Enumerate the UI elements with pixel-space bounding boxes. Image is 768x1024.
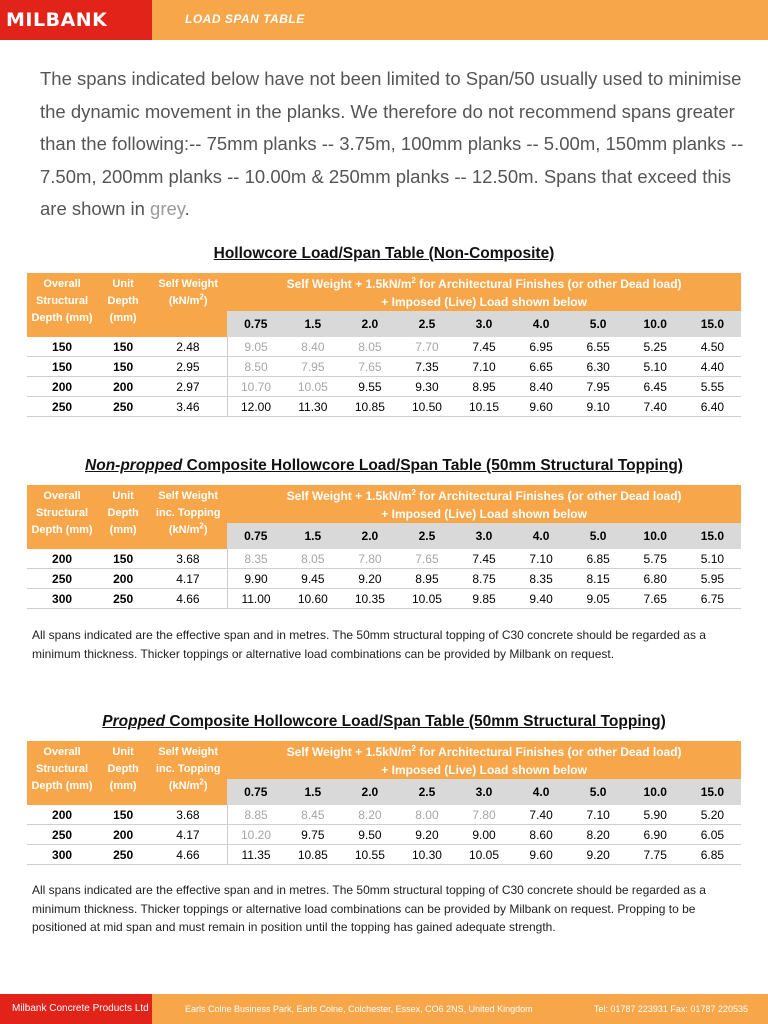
- table2: [27, 485, 741, 609]
- table1: [27, 273, 741, 417]
- col-header-overall: Overall Structural Depth (mm): [27, 273, 97, 337]
- cell-span: 8.05: [341, 337, 398, 357]
- cell-span: 10.05: [398, 589, 455, 609]
- load-column-header: 4.0: [513, 779, 570, 805]
- cell-span: 12.00: [227, 397, 284, 417]
- table2-title: [0, 457, 768, 475]
- cell-span: 11.35: [227, 845, 284, 865]
- cell-span: 7.75: [627, 845, 684, 865]
- cell-span: 6.80: [627, 569, 684, 589]
- load-column-header: 0.75: [227, 779, 284, 805]
- cell-span: 7.70: [398, 337, 455, 357]
- cell-span: 6.75: [684, 589, 741, 609]
- cell-span: 10.50: [398, 397, 455, 417]
- cell-unit-depth: 200: [97, 569, 149, 589]
- load-column-header: 10.0: [627, 311, 684, 337]
- cell-unit-depth: 250: [97, 397, 149, 417]
- cell-span: 9.60: [513, 845, 570, 865]
- cell-span: 6.05: [684, 825, 741, 845]
- cell-self-weight: 3.46: [149, 397, 227, 417]
- cell-span: 9.00: [455, 825, 512, 845]
- cell-span: 10.85: [341, 397, 398, 417]
- cell-span: 6.85: [570, 549, 627, 569]
- table3-title-em: Propped: [102, 713, 166, 730]
- cell-span: 8.75: [455, 569, 512, 589]
- cell-span: 7.65: [398, 549, 455, 569]
- load-header: Self Weight + $1.5kN/m^2$ for Architectural Finishes (or other Dead load) + Imposed (Live) Load shown below: [227, 741, 741, 779]
- cell-span: 7.45: [455, 337, 512, 357]
- table2-title-rest: Composite Hollowcore Load/Span Table (50mm Structural Topping): [182, 457, 683, 474]
- table-row: [27, 337, 741, 357]
- cell-overall-depth: 200: [27, 549, 97, 569]
- table3: [27, 741, 741, 865]
- cell-span: 7.45: [455, 549, 512, 569]
- footer-company: Milbank Concrete Products Ltd: [0, 994, 152, 1024]
- cell-span: 9.55: [341, 377, 398, 397]
- cell-unit-depth: 150: [97, 357, 149, 377]
- cell-span: 9.30: [398, 377, 455, 397]
- cell-span: 10.15: [455, 397, 512, 417]
- load-column-header: 4.0: [513, 523, 570, 549]
- table1-title: [0, 245, 768, 263]
- table-row: [27, 805, 741, 825]
- load-column-header: 15.0: [684, 779, 741, 805]
- page-header: [0, 0, 768, 40]
- cell-span: 8.60: [513, 825, 570, 845]
- cell-span: 6.90: [627, 825, 684, 845]
- cell-span: 8.95: [398, 569, 455, 589]
- cell-span: 4.40: [684, 357, 741, 377]
- cell-overall-depth: 200: [27, 377, 97, 397]
- load-column-header: 5.0: [570, 311, 627, 337]
- table-row: [27, 825, 741, 845]
- cell-span: 7.80: [455, 805, 512, 825]
- load-column-header: 2.0: [341, 523, 398, 549]
- col-header-self-weight: Self Weight inc. Topping $(kN/m^2)$: [149, 741, 227, 805]
- cell-unit-depth: 200: [97, 377, 149, 397]
- cell-self-weight: 2.95: [149, 357, 227, 377]
- load-column-header: 3.0: [455, 779, 512, 805]
- table-row: [27, 377, 741, 397]
- table-row: [27, 589, 741, 609]
- load-column-header: 2.0: [341, 311, 398, 337]
- cell-span: 11.00: [227, 589, 284, 609]
- cell-span: 7.95: [570, 377, 627, 397]
- cell-overall-depth: 250: [27, 397, 97, 417]
- cell-span: 8.15: [570, 569, 627, 589]
- col-header-self-weight: Self Weight $(kN/m^2)$: [149, 273, 227, 337]
- cell-self-weight: 4.66: [149, 589, 227, 609]
- cell-span: 8.85: [227, 805, 284, 825]
- intro-text: The spans indicated below have not been limited to Span/50 usually used to minimise the dynamic movement in the planks. We therefore do not recommend spans greater than the following:-- 75mm planks -- 3.75m, 100mm planks -- 5.00m, 150mm planks -- 7.50m, 200mm planks -- 10.00m & 250mm planks -- 12.50m. Spans that exceed this are shown in: [40, 68, 744, 219]
- cell-span: 10.70: [227, 377, 284, 397]
- table2-title-em: Non-propped: [85, 457, 183, 474]
- cell-span: 10.05: [455, 845, 512, 865]
- cell-span: 8.45: [284, 805, 341, 825]
- cell-overall-depth: 200: [27, 805, 97, 825]
- intro-paragraph: [40, 63, 750, 226]
- cell-span: 5.95: [684, 569, 741, 589]
- cell-span: 9.20: [341, 569, 398, 589]
- load-column-header: 2.0: [341, 779, 398, 805]
- table3-note: All spans indicated are the effective span and in metres. The 50mm structural topping of C30 concrete should be regarded as a minimum thickness. Thicker toppings or alternative load combinations can be provided by Milbank on request. Propping to be positioned at mid span and must remain in position until the topping has gained adequate strength.: [32, 883, 706, 934]
- cell-span: 9.85: [455, 589, 512, 609]
- table-row: [27, 569, 741, 589]
- header-title: LOAD SPAN TABLE: [185, 12, 305, 26]
- milbank-logo: MILBANK: [6, 9, 108, 31]
- cell-overall-depth: 250: [27, 825, 97, 845]
- cell-span: 9.45: [284, 569, 341, 589]
- cell-span: 5.90: [627, 805, 684, 825]
- cell-self-weight: 4.17: [149, 569, 227, 589]
- cell-span: 7.80: [341, 549, 398, 569]
- load-column-header: 1.5: [284, 523, 341, 549]
- cell-span: 8.20: [341, 805, 398, 825]
- cell-span: 9.50: [341, 825, 398, 845]
- load-column-header: 1.5: [284, 311, 341, 337]
- footer-contact: Tel: 01787 223931 Fax: 01787 220535: [593, 1004, 748, 1014]
- cell-span: 6.30: [570, 357, 627, 377]
- cell-span: 9.40: [513, 589, 570, 609]
- cell-unit-depth: 200: [97, 825, 149, 845]
- load-column-header: 5.0: [570, 779, 627, 805]
- load-column-header: 0.75: [227, 311, 284, 337]
- cell-self-weight: 3.68: [149, 549, 227, 569]
- cell-span: 9.60: [513, 397, 570, 417]
- cell-span: 6.65: [513, 357, 570, 377]
- cell-self-weight: 2.48: [149, 337, 227, 357]
- load-column-header: 3.0: [455, 311, 512, 337]
- col-header-overall: Overall Structural Depth (mm): [27, 485, 97, 549]
- cell-span: 9.20: [398, 825, 455, 845]
- cell-span: 10.55: [341, 845, 398, 865]
- cell-span: 7.10: [455, 357, 512, 377]
- load-column-header: 4.0: [513, 311, 570, 337]
- cell-overall-depth: 250: [27, 569, 97, 589]
- footer-address: Earls Colne Business Park, Earls Colne, Colchester, Essex, CO6 2NS, United Kingdom: [185, 1004, 533, 1014]
- cell-span: 6.40: [684, 397, 741, 417]
- cell-span: 5.10: [684, 549, 741, 569]
- table-row: [27, 549, 741, 569]
- cell-self-weight: 2.97: [149, 377, 227, 397]
- page-footer: [0, 994, 768, 1024]
- cell-span: 8.40: [284, 337, 341, 357]
- cell-span: 8.35: [513, 569, 570, 589]
- cell-span: 8.00: [398, 805, 455, 825]
- cell-unit-depth: 150: [97, 805, 149, 825]
- cell-span: 6.55: [570, 337, 627, 357]
- cell-overall-depth: 150: [27, 357, 97, 377]
- load-header: Self Weight + $1.5kN/m^2$ for Architectural Finishes (or other Dead load) + Imposed (Live) Load shown below: [227, 273, 741, 311]
- cell-span: 10.85: [284, 845, 341, 865]
- cell-self-weight: 4.17: [149, 825, 227, 845]
- load-column-header: 2.5: [398, 311, 455, 337]
- cell-span: 6.85: [684, 845, 741, 865]
- cell-span: 9.10: [570, 397, 627, 417]
- load-column-header: 1.5: [284, 779, 341, 805]
- cell-unit-depth: 150: [97, 337, 149, 357]
- cell-span: 5.75: [627, 549, 684, 569]
- cell-unit-depth: 250: [97, 845, 149, 865]
- cell-span: 4.50: [684, 337, 741, 357]
- cell-self-weight: 3.68: [149, 805, 227, 825]
- cell-span: 5.55: [684, 377, 741, 397]
- col-header-unit: Unit Depth (mm): [97, 741, 149, 805]
- load-column-header: 15.0: [684, 523, 741, 549]
- load-column-header: 2.5: [398, 779, 455, 805]
- intro-end: .: [184, 198, 190, 219]
- cell-span: 10.60: [284, 589, 341, 609]
- cell-span: 5.25: [627, 337, 684, 357]
- cell-span: 7.65: [627, 589, 684, 609]
- cell-overall-depth: 300: [27, 589, 97, 609]
- table-row: [27, 397, 741, 417]
- load-column-header: 15.0: [684, 311, 741, 337]
- cell-span: 7.95: [284, 357, 341, 377]
- cell-span: 10.20: [227, 825, 284, 845]
- load-column-header: 10.0: [627, 523, 684, 549]
- cell-span: 5.20: [684, 805, 741, 825]
- cell-span: 9.05: [227, 337, 284, 357]
- cell-span: 9.90: [227, 569, 284, 589]
- table-row: [27, 357, 741, 377]
- table-row: [27, 845, 741, 865]
- cell-span: 7.10: [570, 805, 627, 825]
- col-header-unit: Unit Depth (mm): [97, 273, 149, 337]
- load-column-header: 5.0: [570, 523, 627, 549]
- cell-span: 8.05: [284, 549, 341, 569]
- cell-span: 8.95: [455, 377, 512, 397]
- cell-self-weight: 4.66: [149, 845, 227, 865]
- cell-span: 10.05: [284, 377, 341, 397]
- cell-span: 10.30: [398, 845, 455, 865]
- cell-span: 9.75: [284, 825, 341, 845]
- cell-span: 10.35: [341, 589, 398, 609]
- cell-span: 7.40: [513, 805, 570, 825]
- load-column-header: 0.75: [227, 523, 284, 549]
- cell-span: 9.05: [570, 589, 627, 609]
- cell-unit-depth: 150: [97, 549, 149, 569]
- cell-span: 8.50: [227, 357, 284, 377]
- cell-span: 8.20: [570, 825, 627, 845]
- cell-span: 7.35: [398, 357, 455, 377]
- load-column-header: 2.5: [398, 523, 455, 549]
- col-header-unit: Unit Depth (mm): [97, 485, 149, 549]
- cell-span: 6.45: [627, 377, 684, 397]
- load-column-header: 10.0: [627, 779, 684, 805]
- cell-span: 6.95: [513, 337, 570, 357]
- table3-title: [0, 713, 768, 731]
- cell-span: 5.10: [627, 357, 684, 377]
- table3-title-rest: Composite Hollowcore Load/Span Table (50mm Structural Topping): [165, 713, 666, 730]
- load-header: Self Weight + $1.5kN/m^2$ for Architectural Finishes (or other Dead load) + Imposed (Live) Load shown below: [227, 485, 741, 523]
- cell-overall-depth: 150: [27, 337, 97, 357]
- cell-span: 8.40: [513, 377, 570, 397]
- cell-span: 9.20: [570, 845, 627, 865]
- cell-unit-depth: 250: [97, 589, 149, 609]
- cell-span: 7.65: [341, 357, 398, 377]
- table2-note: All spans indicated are the effective span and in metres. The 50mm structural topping of C30 concrete should be regarded as a minimum thickness. Thicker toppings or alternative load combinations can be provided by Milbank on request.: [32, 628, 706, 661]
- col-header-overall: Overall Structural Depth (mm): [27, 741, 97, 805]
- table1-title-text: Hollowcore Load/Span Table (Non-Composite): [213, 245, 555, 262]
- cell-span: 8.35: [227, 549, 284, 569]
- logo-block: [0, 0, 152, 40]
- cell-span: 7.40: [627, 397, 684, 417]
- col-header-self-weight: Self Weight inc. Topping $(kN/m^2)$: [149, 485, 227, 549]
- intro-grey-word: grey: [150, 198, 185, 219]
- cell-span: 11.30: [284, 397, 341, 417]
- cell-span: 7.10: [513, 549, 570, 569]
- load-column-header: 3.0: [455, 523, 512, 549]
- cell-overall-depth: 300: [27, 845, 97, 865]
